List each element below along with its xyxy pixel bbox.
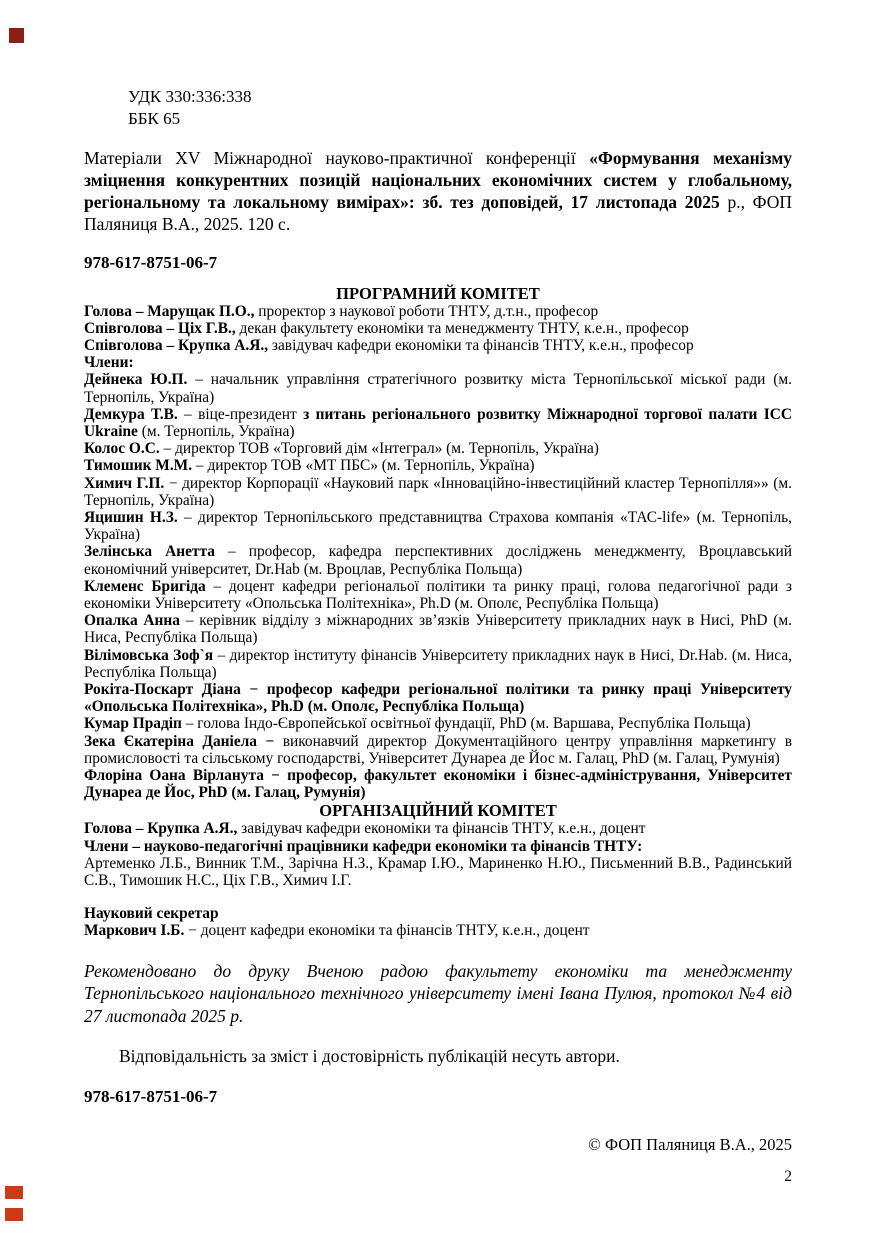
text-run: – директор ТОВ «Торговий дім «Інтеграл» (м. Тернопіль, Україна) (159, 440, 599, 458)
text-run: «Формування механізму зміцнення конкурентних позицій національних економічних систем у глобальному, регіональному та локальному вимірах»: зб. тез доповідей, 17 листопада 2025 (84, 148, 792, 212)
text-run: Яцишин Н.З. (84, 508, 178, 526)
text-run: виконавчий директор Документаційного центру управління маркетингу в промисловості та сільському господарстві, Університет Дунареа де Йос м. Галац, PhD (м. Галац, Румунія) (84, 732, 792, 767)
text-run: Члени: (84, 354, 134, 372)
isbn-top: 978-617-8751-06-7 (84, 252, 218, 272)
udc-code: УДК 330:336:338 (128, 87, 252, 106)
committee-entry (84, 303, 792, 320)
committee-entry (84, 855, 792, 889)
text-run: – голова Індо-Європейської освітньої фундації, PhD (м. Варшава, Республіка Польща) (181, 715, 751, 733)
text-run: Артеменко Л.Б., Винник Т.М., Зарічна Н.З., Крамар І.Ю., Мариненко Н.Ю., Письменний В.В., Радинський С.В., Тимошик Н.С., Ціх Г.В., Химич І.Г. (84, 854, 792, 889)
committee-entry (84, 337, 792, 354)
text-run: Голова – Крупка А.Я., (84, 820, 238, 838)
text-run: – директор Тернопільського представництва Страхова компанія «ТАС-life» (м. Тернопіль, Україна) (84, 508, 792, 544)
isbn-bottom: 978-617-8751-06-7 (84, 1086, 218, 1106)
text-run: – директор ТОВ «МТ ПБС» (м. Тернопіль, Україна) (192, 457, 535, 475)
text-run: завідувач кафедри економіки та фінансів ТНТУ, к.е.н., доцент (237, 820, 646, 838)
text-run: Колос О.С. (84, 440, 160, 458)
scientific-secretary-label: Науковий секретар (84, 905, 219, 923)
text-run: Демкура Т.В. (84, 405, 178, 423)
text-run: Співголова – Ціх Г.В., (84, 319, 236, 337)
committee-entry (84, 440, 792, 457)
committee-entry (84, 612, 792, 646)
text-run: Зека Єкатеріна Даніела − (84, 732, 275, 750)
text-run: Маркович І.Б. (84, 922, 185, 940)
text-run: – директор інституту фінансів Університету прикладних наук в Нисі, Dr.Hab. (м. Ниса, Республіка Польща) (84, 646, 792, 681)
org-committee-list (84, 820, 792, 889)
text-run: проректор з наукової роботи ТНТУ, д.т.н., професор (254, 302, 599, 320)
text-run: − директор Корпорації «Науковий парк «Інноваційно-інвестиційний кластер Тернопілля»» (м. Тернопіль, Україна) (84, 474, 792, 509)
text-run: Химич Г.П. (84, 474, 165, 492)
committee-entry (84, 820, 792, 837)
program-committee-list (84, 303, 792, 802)
committee-entry (84, 681, 792, 715)
text-run: Клеменс Бригіда (84, 577, 206, 595)
text-run: Голова – Марущак П.О., (84, 302, 255, 320)
text-run: (м. Тернопіль, Україна) (137, 422, 295, 440)
text-run: – віце-президент (177, 405, 304, 423)
text-run: Рокіта-Поскарт Діана − професор кафедри регіональної політики та ринку праці Університету «Опольська Політехніка», Ph.D (м. Ополє, Республіка Польща) (84, 680, 792, 716)
committee-entry (84, 922, 792, 939)
text-run: – керівник відділу з міжнародних зв’язків Університету прикладних наук в Нисі, PhD (м. Ниса, Республіка Польща) (84, 612, 793, 647)
responsibility-note: Відповідальність за зміст і достовірність публікацій несуть автори. (119, 1045, 620, 1066)
text-run: з питань регіонального розвитку Міжнародної торгової палати ICC Ukraine (84, 405, 792, 440)
committee-entry (84, 509, 792, 543)
committee-entry (84, 543, 792, 577)
recommendation-paragraph: Рекомендовано до друку Вченою радою факультету економіки та менеджменту Тернопільського національного технічного університету імені Івана Пулюя, протокол №4 від 27 листопада 2025 р. (84, 960, 792, 1026)
text-run: Дейнека Ю.П. (84, 371, 188, 389)
committee-entry (84, 371, 792, 405)
copyright-line: © ФОП Паляниця В.А., 2025 (588, 1134, 792, 1154)
committee-entry (84, 354, 792, 371)
red-marker-top-left (9, 28, 24, 43)
committee-entry (84, 733, 792, 767)
page-number: 2 (784, 1167, 792, 1185)
program-committee-title: ПРОГРАМНИЙ КОМІТЕТ (336, 283, 540, 303)
text-run: р., ФОП Паляниця В.А., 2025. 120 с. (84, 192, 792, 234)
text-run: Співголова – Крупка А.Я., (84, 336, 269, 354)
text-run: завідувач кафедри економіки та фінансів ТНТУ, к.е.н., професор (268, 336, 694, 354)
org-committee-title: ОРГАНІЗАЦІЙНИЙ КОМІТЕТ (319, 801, 557, 821)
text-run: – доцент кафедри регіональої політики та ринку праці, голова педагогічної ради з економіки Університету «Опольська Політехніка», Ph.D (м. Ополє, Республіка Польща) (84, 577, 792, 612)
committee-entry (84, 320, 792, 337)
text-run: – начальник управління стратегічного розвитку міста Тернопільської міської ради (м. Тернопіль, Україна) (84, 371, 792, 406)
committee-entry (84, 475, 792, 509)
committee-entry (84, 578, 792, 612)
imprint-paragraph (84, 147, 792, 235)
committee-entry (84, 647, 792, 681)
page-content (84, 0, 792, 1186)
text-run: – професор, кафедра перспективних досліджень менеджменту, Вроцлавський економічний університет, Dr.Hab (м. Вроцлав, Республіка Польща) (84, 543, 792, 578)
text-run: Вілімовська Зоф`я (84, 646, 214, 664)
text-run: Члени – науково-педагогічні працівники кафедри економіки та фінансів ТНТУ: (84, 837, 643, 855)
text-run: Зелінська Анетта (84, 543, 215, 561)
text-run: Опалка Анна (84, 612, 180, 630)
committee-entry (84, 715, 792, 732)
text-run: − доцент кафедри економіки та фінансів ТНТУ, к.е.н., доцент (184, 922, 590, 940)
red-marker-bottom-1 (5, 1186, 23, 1199)
text-run: Матеріали XV Міжнародної науково-практичної конференції (84, 148, 590, 168)
text-run: декан факультету економіки та менеджменту ТНТУ, к.е.н., професор (235, 319, 689, 337)
committee-entry (84, 838, 792, 855)
spacer (84, 889, 792, 905)
text-run: Тимошик М.М. (84, 457, 193, 475)
text-run: Флоріна Оана Вірланута − професор, факультет економіки і бізнес-адміністрування, Університет Дунареа де Йос, PhD (м. Галац, Румунія) (84, 766, 792, 802)
committee-entry (84, 457, 792, 474)
scientific-secretary-entry (84, 922, 792, 939)
committee-entry (84, 406, 792, 440)
classification-codes (128, 86, 792, 130)
bbk-code: ББК 65 (128, 109, 181, 128)
text-run: Кумар Прадіп (84, 715, 182, 733)
red-marker-bottom-2 (5, 1208, 23, 1221)
committee-entry (84, 767, 792, 801)
